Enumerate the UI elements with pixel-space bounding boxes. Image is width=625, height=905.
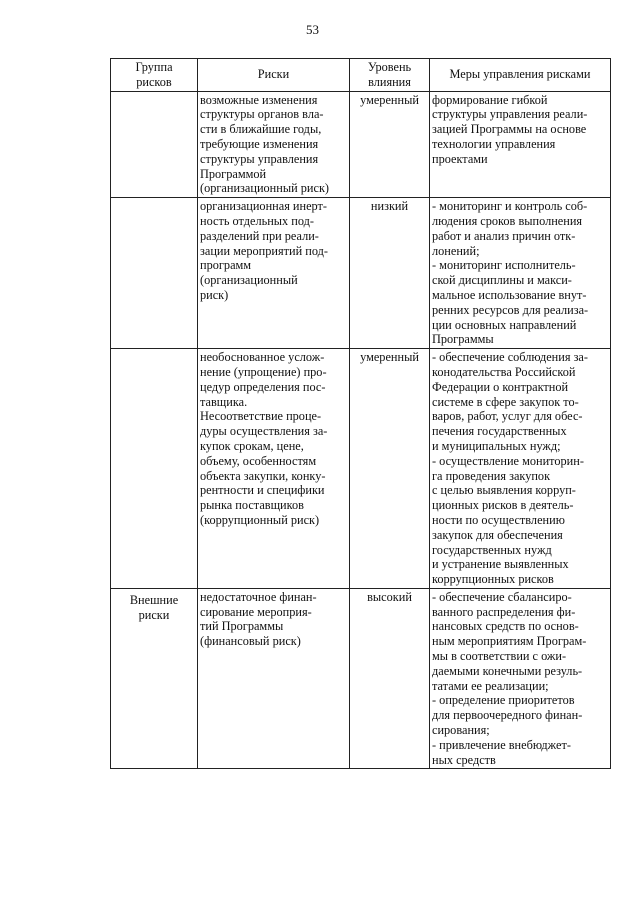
risk-group-cell — [111, 349, 198, 589]
table-row — [111, 588, 611, 769]
risk-cell: организационная инерт- ность отдельных под- разделений при реали- зации мероприятий под- программ (организационный риск) — [198, 198, 350, 349]
measures-cell: - обеспечение соблюдения за- конодательства Российской Федерации о контрактной системе в сфере закупок то- варов, работ, услуг для обес- печения государственных и муниципальных нужд; - осуществление мониторин- га проведения закупок с целью выявления корруп- ционных рисков в деятель- ности по осуществлению закупок для обеспечения государственных нужд и устранение выявленных коррупционных рисков — [430, 349, 611, 589]
table-row — [111, 91, 611, 198]
table-header-row — [111, 59, 611, 92]
header-risks: Риски — [198, 59, 350, 92]
risk-group-cell: Внешние риски — [111, 588, 198, 769]
risk-group-cell — [111, 198, 198, 349]
impact-level-cell: умеренный — [350, 91, 430, 198]
table-row — [111, 349, 611, 589]
table-row — [111, 198, 611, 349]
impact-level-cell: низкий — [350, 198, 430, 349]
impact-level-cell: высокий — [350, 588, 430, 769]
risk-group-cell — [111, 91, 198, 198]
header-risk-measures: Меры управления рисками — [430, 59, 611, 92]
risk-management-table — [110, 58, 611, 769]
measures-cell: - мониторинг и контроль соб- людения сроков выполнения работ и анализ причин отк- лонений; - мониторинг исполнитель- ской дисциплины и макси- мальное использование внут- ренних ресурсов для реализа- ции основных направлений Программы — [430, 198, 611, 349]
impact-level-cell: умеренный — [350, 349, 430, 589]
header-impact-level: Уровень влияния — [350, 59, 430, 92]
risk-cell: недостаточное финан- сирование мероприя- тий Программы (финансовый риск) — [198, 588, 350, 769]
risk-cell: необоснованное услож- нение (упрощение) про- цедур определения пос- тавщика. Несоответствие проце- дуры осуществления за- купок срокам, цене, объему, особенностям объекта закупки, конку- рентности и специфики рынка поставщиков (коррупционный риск) — [198, 349, 350, 589]
header-risk-group: Группа рисков — [111, 59, 198, 92]
measures-cell: - обеспечение сбалансиро- ванного распределения фи- нансовых средств по основ- ным мероприятиям Програм- мы в соответствии с ожи- даемыми конечными резуль- татами ее реализации; - определение приоритетов для первоочередного финан- сирования; - привлечение внебюджет- ных средств — [430, 588, 611, 769]
measures-cell: формирование гибкой структуры управления реали- зацией Программы на основе технологии управления проектами — [430, 91, 611, 198]
risk-cell: возможные изменения структуры органов вла- сти в ближайшие годы, требующие изменения структуры управления Программой (организационный риск) — [198, 91, 350, 198]
page-number: 53 — [306, 22, 319, 37]
